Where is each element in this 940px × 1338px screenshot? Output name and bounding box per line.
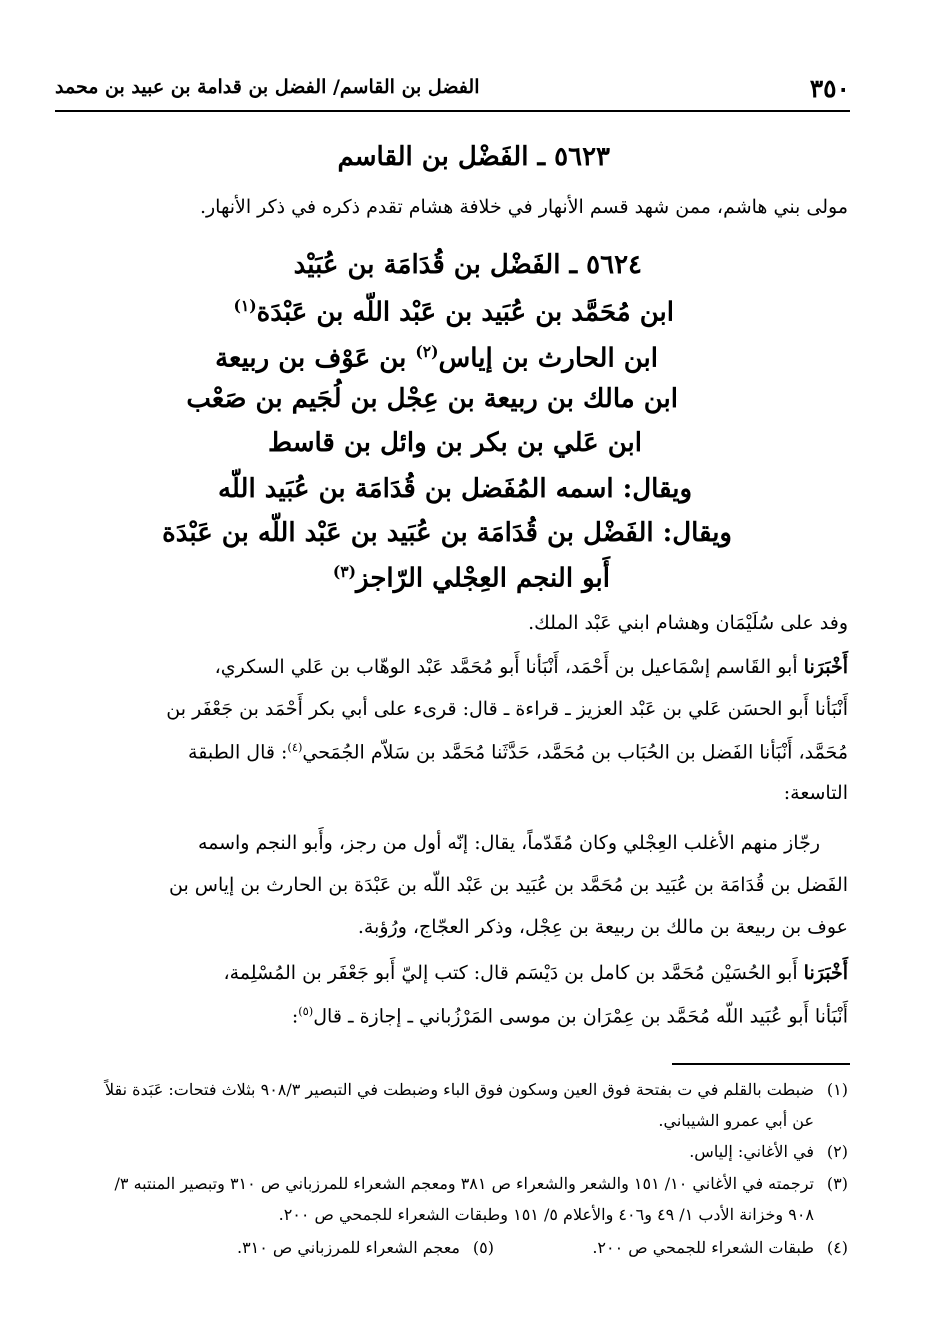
footnote-mark-2: (٢) — [415, 342, 439, 361]
isnad1-line-3: مُحَمَّد، أَنْبَأنا الفَضل بن الحُبَاب بن مُحَمَّد، حَدَّثَنا مُحَمَّد بن سَلاّم الجُمَحي$^{(٤)}$: قال الطبقة — [188, 740, 848, 764]
isnad1-line-4: التاسعة: — [783, 782, 848, 804]
para2-line-3: عوف بن ربيعة بن مالك بن ربيعة بن عِجْل، وذكر العجّاج، ورُؤبة. — [357, 916, 848, 938]
entry-title-line-8: أَبو النجم العِجْلي الرّاجز$^{(٣)}$ — [332, 562, 610, 594]
isnad1-line-2: أَنْبَأنا أَبو الحسَن عَلي بن عَبْد العزيز ـ قراءة ـ قال: قرىء على أبي بكر أَحْمَد بن جَعْفَر بن — [166, 698, 848, 720]
akhbarana-lead: أَخْبَرَنا — [803, 656, 848, 678]
footnote-mark-3: (٣) — [332, 562, 356, 581]
page-header — [55, 70, 850, 110]
footnote-separator — [672, 1063, 850, 1065]
entry-title-line-2: ابن مُحَمَّد بن عُبَيد بن عَبْد اللّه بن عَبْدَة$^{(١)}$ — [233, 296, 674, 328]
footnote-4: (٤)طبقات الشعراء للجمحي ص ٢٠٠. — [592, 1238, 848, 1257]
footnote-mark-5: (٥) — [298, 1004, 314, 1018]
footnote-3-line-1: (٣)ترجمته في الأغاني ١٠/ ١٥١ والشعر والشعراء ص ٣٨١ ومعجم الشعراء للمرزباني ص ٣١٠ وتبصير المنتبه ٣/ — [114, 1174, 848, 1193]
akhbarana-lead-2: أَخْبَرَنا — [803, 962, 848, 984]
footnote-2: (٢)في الأغاني: إلياس. — [689, 1142, 848, 1161]
footnote-1-line-2: عن أبي عمرو الشيباني. — [658, 1111, 814, 1130]
entry-title-line-3: ابن الحارث بن إياس$^{(٢)}$ بن عَوْف بن ربيعة — [215, 342, 658, 374]
header-rule — [55, 110, 850, 112]
entry-title-5623: ٥٦٢٣ ـ الفَضْل بن القاسم — [337, 142, 610, 172]
footnote-mark-1: (١) — [233, 296, 257, 315]
isnad2-line-2: أَنْبَأنا أَبو عُبَيد اللّه مُحَمَّد بن عِمْرَان بن موسى المَرْزُباني ـ إجازة ـ قال$^{(٥)}$: — [291, 1004, 848, 1028]
entry-title-line-1: ٥٦٢٤ ـ الفَضْل بن قُدَامَة بن عُبَيْد — [293, 250, 642, 280]
entry-title-line-5: ابن عَلي بن بكر بن وائل بن قاسط — [268, 428, 642, 458]
footnote-5: (٥)معجم الشعراء للمرزباني ص ٣١٠. — [236, 1238, 494, 1257]
isnad2-line-1: أَخْبَرَنا أَبو الحُسَيْن مُحَمَّد بن كامل بن دَيْسَم قال: كتب إليّ أَبو جَعْفَر بن المُسْلِمة، — [223, 962, 848, 984]
page-number: ٣٥٠ — [809, 74, 850, 103]
para2-line-1: رجّاز منهم الأغلب العِجْلي وكان مُقَدّماً، يقال: إنّه أول من رجز، وأَبو النجم واسمه — [197, 832, 820, 854]
entry-5623-text: مولى بني هاشم، ممن شهد قسم الأنهار في خلافة هشام تقدم ذكره في ذكر الأنهار. — [199, 196, 848, 218]
entry-title-line-7: ويقال: الفَضْل بن قُدَامَة بن عُبَيد بن عَبْد اللّه بن عَبْدَة — [162, 518, 732, 548]
footnote-3-line-2: ٩٠٨ وخزانة الأدب ١/ ٤٩ و٤٠٦ والأعلام ٥/ ١٥١ وطبقات الشعراء للجمحي ص ٢٠٠. — [278, 1205, 814, 1224]
footnote-mark-4: (٤) — [287, 740, 303, 754]
para2-line-2: الفَضل بن قُدَامَة بن عُبَيد بن مُحَمَّد بن عُبَيد بن عَبْد اللّه بن عَبْدَة بن الحارث بن إياس بن — [169, 874, 848, 896]
footnote-1-line-1: (١)ضبطت بالقلم في ت بفتحة فوق العين وسكون فوق الباء وضبطت في التبصير ٩٠٨/٣ بثلاث فتحات: عَبَدة نقلاً — [104, 1080, 848, 1099]
entry-title-line-6: ويقال: اسمه المُفَضل بن قُدَامَة بن عُبَيد اللّه — [217, 474, 692, 504]
isnad1-line-1: أَخْبَرَنا أبو القَاسم إسْمَاعيل بن أَحْمَد، أَنْبَأنا أَبو مُحَمَّد عَبْد الوهّاب بن عَلي السكري، — [214, 656, 848, 678]
running-title: الفضل بن القاسم/ الفضل بن قدامة بن عبيد بن محمد — [55, 76, 480, 98]
visit-line: وفد على سُلَيْمَان وهشام ابني عَبْد الملك. — [528, 612, 848, 634]
entry-title-line-4: ابن مالك بن ربيعة بن عِجْل بن لُجَيم بن صَعْب — [186, 384, 678, 414]
